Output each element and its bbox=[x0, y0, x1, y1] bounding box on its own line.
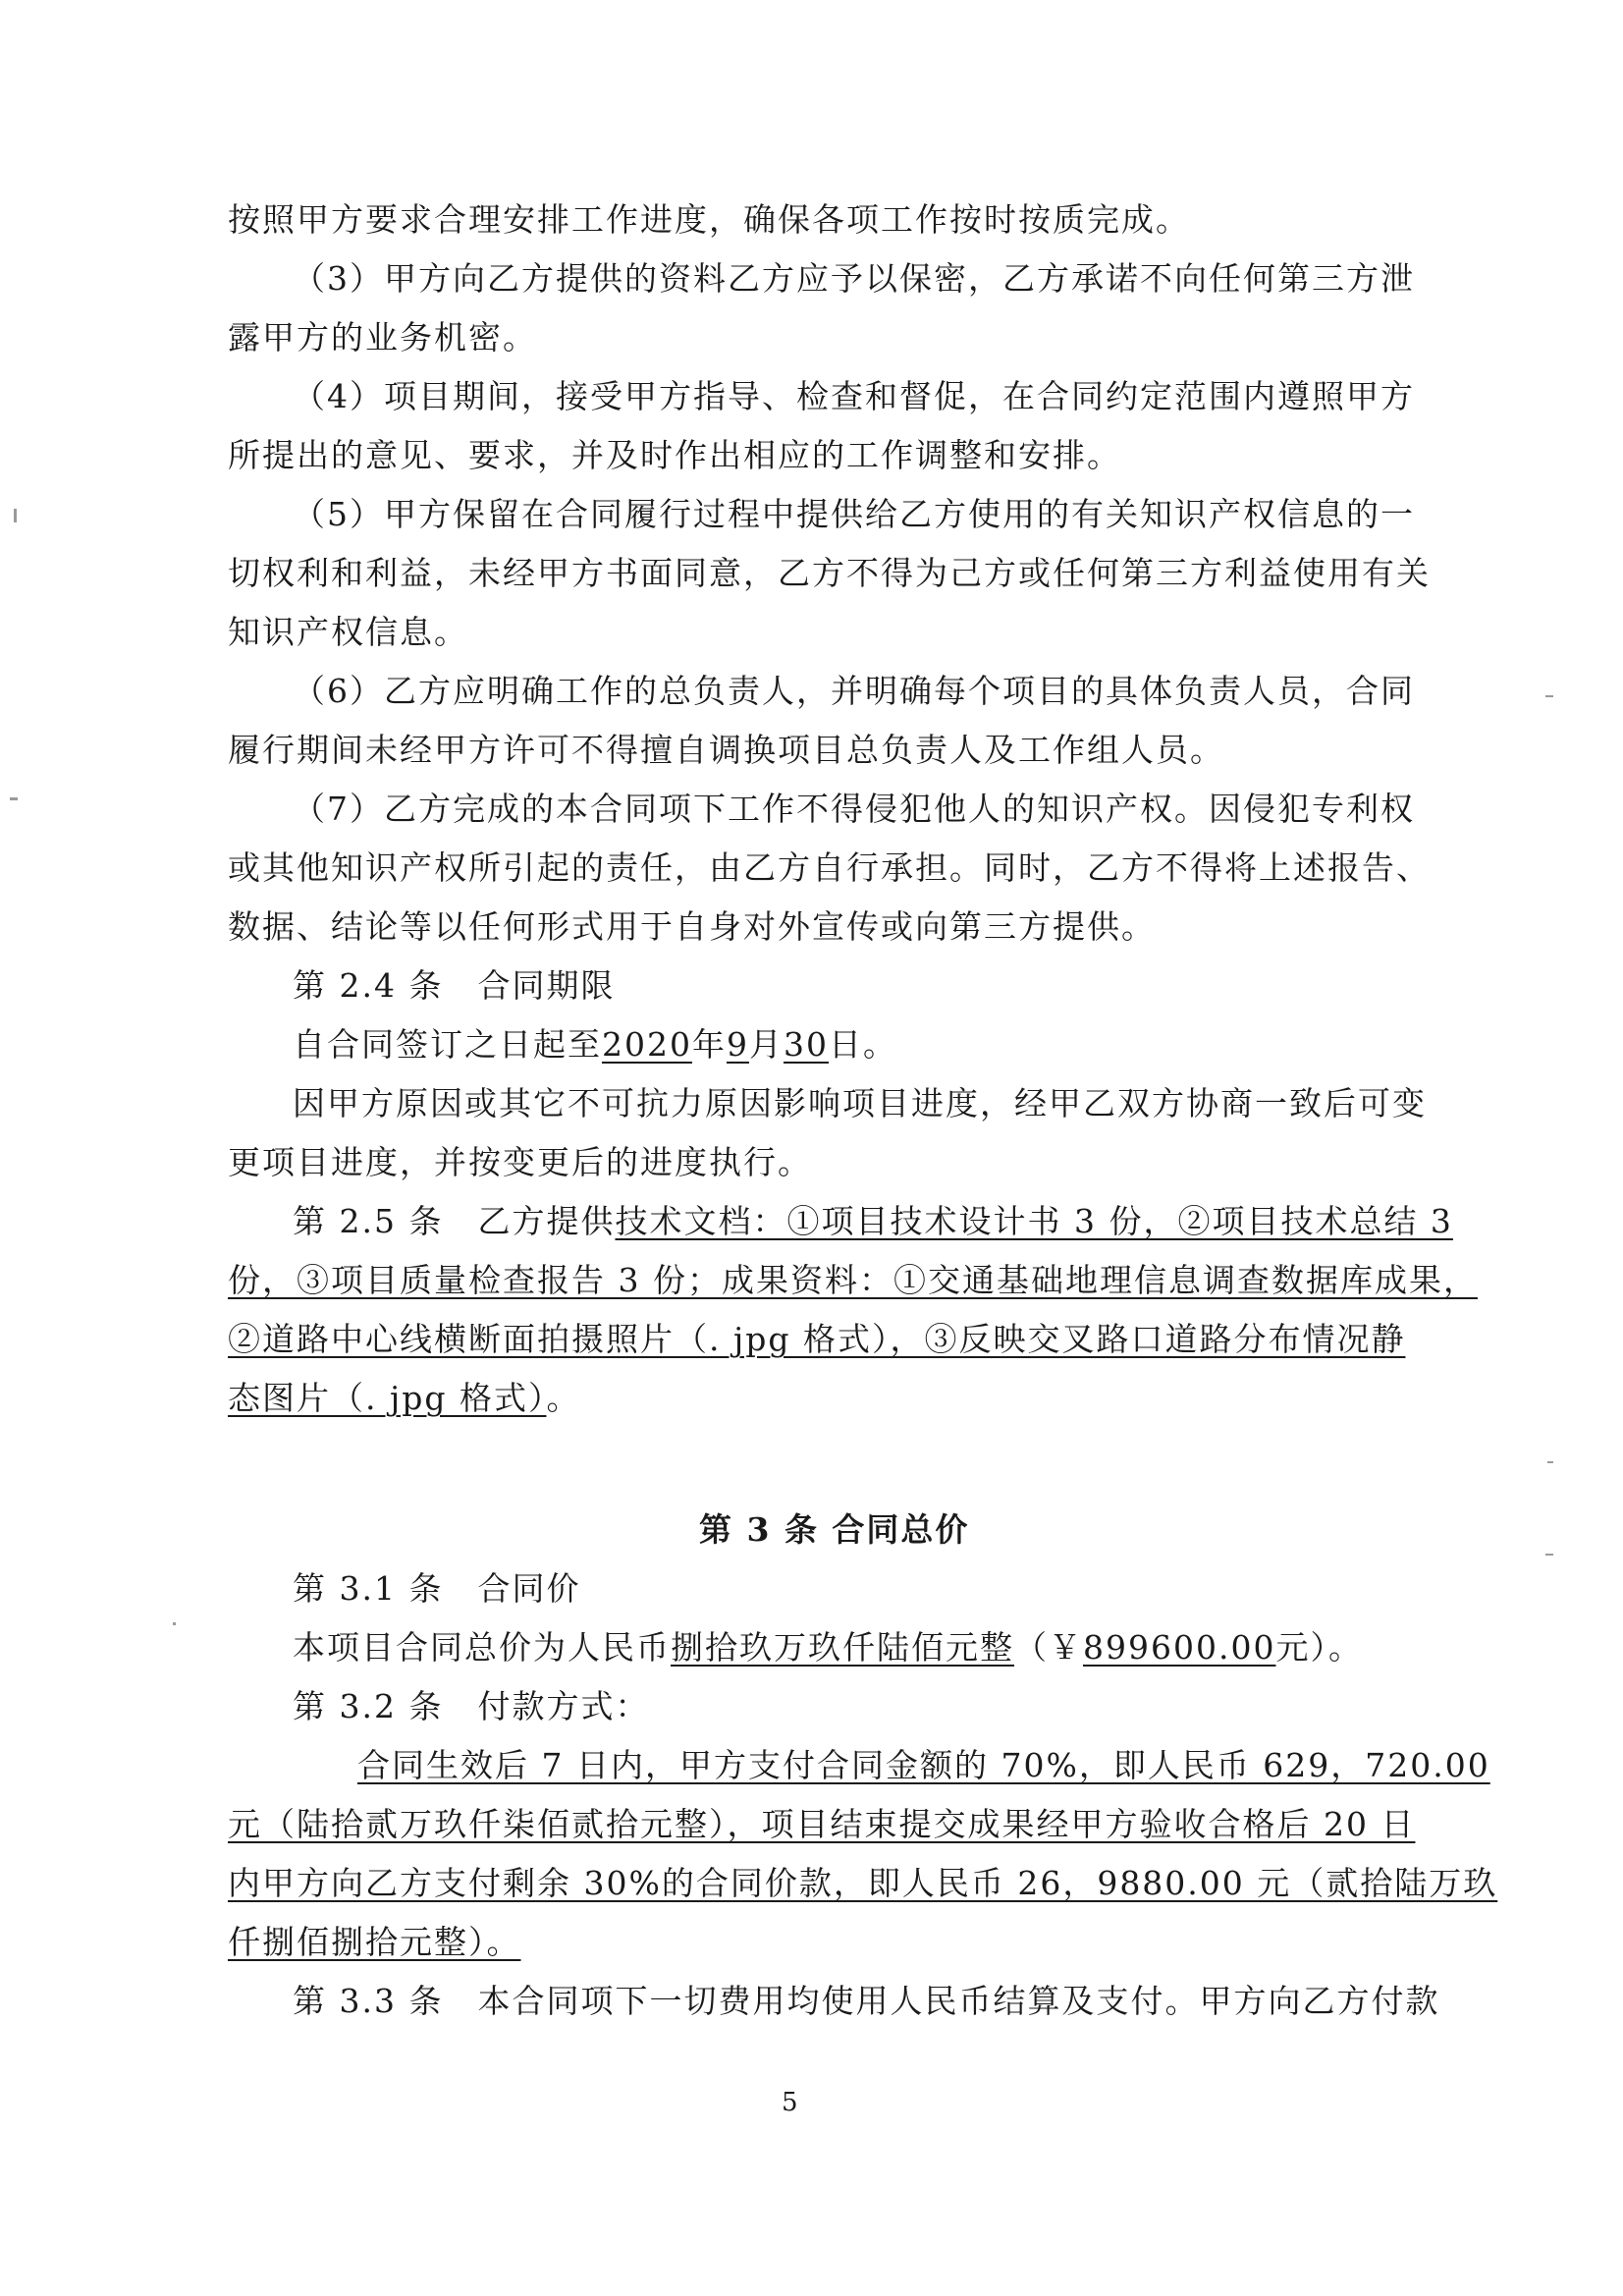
scan-mark bbox=[1545, 695, 1553, 697]
text-span: 年 bbox=[691, 1025, 727, 1064]
text-line: 履行期间未经甲方许可不得擅自调换项目总负责人及工作组人员。 bbox=[228, 731, 1224, 769]
deliverables-text: 技术文档：①项目技术设计书 3 份，②项目技术总结 3 bbox=[615, 1202, 1453, 1240]
year-value: 2020 bbox=[602, 1025, 692, 1064]
text-line: 所提出的意见、要求，并及时作出相应的工作调整和安排。 bbox=[228, 436, 1121, 474]
text-span: 月 bbox=[748, 1025, 784, 1064]
article-3-1-heading: 第 3.1 条 合同价 bbox=[293, 1569, 581, 1608]
month-value: 9 bbox=[726, 1025, 749, 1064]
article-3-3-line: 第 3.3 条 本合同项下一切费用均使用人民币结算及支付。甲方向乙方付款 bbox=[293, 1982, 1440, 2020]
deliverables-end-line bbox=[228, 1379, 580, 1418]
article-2-4-heading: 第 2.4 条 合同期限 bbox=[293, 966, 616, 1005]
clause-item-6: （6）乙方应明确工作的总负责人，并明确每个项目的具体负责人员，合同 bbox=[293, 672, 1415, 710]
clause-item-5: （5）甲方保留在合同履行过程中提供给乙方使用的有关知识产权信息的一 bbox=[293, 495, 1415, 533]
deliverables-text: ②道路中心线横断面拍摄照片（. jpg 格式），③反映交叉路口道路分布情况静 bbox=[228, 1320, 1406, 1358]
day-value: 30 bbox=[783, 1025, 829, 1064]
text-line: 因甲方原因或其它不可抗力原因影响项目进度，经甲乙双方协商一致后可变 bbox=[293, 1084, 1427, 1122]
scan-mark bbox=[10, 797, 18, 800]
clause-item-4: （4）项目期间，接受甲方指导、检查和督促，在合同约定范围内遵照甲方 bbox=[293, 377, 1415, 415]
text-line: 更项目进度，并按变更后的进度执行。 bbox=[228, 1143, 812, 1181]
text-span: （￥ bbox=[1014, 1628, 1083, 1667]
scan-mark bbox=[1547, 1461, 1553, 1463]
text-span: 。 bbox=[546, 1379, 581, 1417]
scan-mark bbox=[173, 1622, 176, 1625]
text-span: 自合同签订之日起至 bbox=[293, 1025, 602, 1064]
text-span: 本项目合同总价为人民币 bbox=[293, 1628, 671, 1667]
payment-terms-text: 合同生效后 7 日内，甲方支付合同金额的 70%，即人民币 629，720.00 bbox=[357, 1746, 1490, 1784]
article-3-2-heading: 第 3.2 条 付款方式： bbox=[293, 1687, 650, 1725]
contract-term-line bbox=[293, 1025, 897, 1065]
payment-terms-text: 仟捌佰捌拾元整）。 bbox=[228, 1923, 521, 1961]
payment-terms-text: 内甲方向乙方支付剩余 30%的合同价款，即人民币 26，9880.00 元（贰拾陆万玖 bbox=[228, 1864, 1498, 1902]
price-in-figures: 899600.00 bbox=[1083, 1628, 1276, 1667]
article-3-title: 第 3 条 合同总价 bbox=[699, 1510, 970, 1549]
price-in-words: 捌拾玖万玖仟陆佰元整 bbox=[671, 1628, 1014, 1667]
text-span: 第 2.5 条 乙方提供 bbox=[293, 1202, 616, 1240]
deliverables-text: 态图片（. jpg 格式） bbox=[228, 1379, 547, 1417]
clause-item-7: （7）乙方完成的本合同项下工作不得侵犯他人的知识产权。因侵犯专利权 bbox=[293, 790, 1415, 828]
text-line: 数据、结论等以任何形式用于自身对外宣传或向第三方提供。 bbox=[228, 907, 1156, 946]
article-2-5-line bbox=[293, 1202, 1453, 1241]
clause-item-3: （3）甲方向乙方提供的资料乙方应予以保密，乙方承诺不向任何第三方泄 bbox=[293, 259, 1415, 298]
payment-terms-text: 元（陆拾贰万玖仟柒佰贰拾元整），项目结束提交成果经甲方验收合格后 20 日 bbox=[228, 1805, 1416, 1843]
text-line: 或其他知识产权所引起的责任，由乙方自行承担。同时，乙方不得将上述报告、 bbox=[228, 848, 1431, 887]
text-line: 按照甲方要求合理安排工作进度，确保各项工作按时按质完成。 bbox=[228, 200, 1190, 239]
page-number: 5 bbox=[782, 2088, 798, 2117]
text-line: 知识产权信息。 bbox=[228, 613, 468, 651]
contract-price-line bbox=[293, 1628, 1363, 1667]
text-span: 元）。 bbox=[1275, 1628, 1363, 1667]
text-span: 日。 bbox=[828, 1025, 897, 1064]
scan-mark bbox=[1545, 1554, 1553, 1556]
text-line: 露甲方的业务机密。 bbox=[228, 318, 537, 356]
text-line: 切权利和利益，未经甲方书面同意，乙方不得为己方或任何第三方利益使用有关 bbox=[228, 554, 1431, 592]
scan-mark bbox=[14, 509, 17, 522]
deliverables-text: 份，③项目质量检查报告 3 份；成果资料：①交通基础地理信息调查数据库成果， bbox=[228, 1261, 1478, 1299]
